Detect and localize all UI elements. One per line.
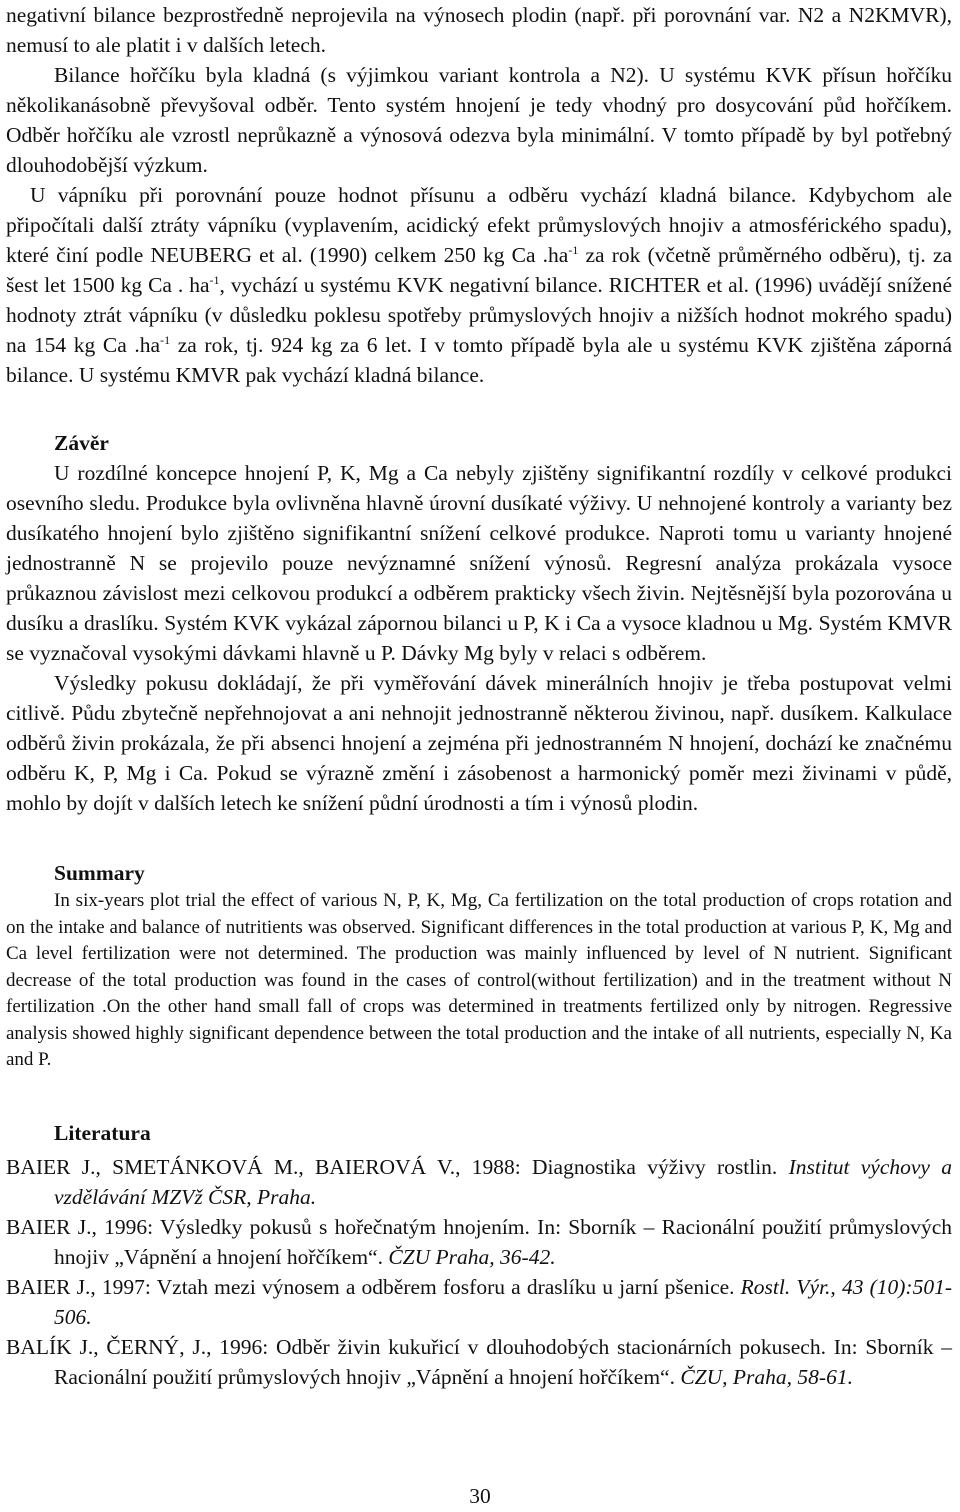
conclusion-heading: Závěr <box>54 431 109 455</box>
reference-source: ČZU Praha, 36-42. <box>388 1244 556 1269</box>
reference-text: BAIER J., 1997: Vztah mezi výnosem a odběrem fosforu a draslíku u jarní pšenice. <box>6 1274 741 1299</box>
superscript: -1 <box>568 242 579 257</box>
reference-text: BALÍK J., ČERNÝ, J., 1996: Odběr živin kukuřicí v dlouhodobých stacionárních pokusech. In: Sborník – Racionální použití průmyslových hnojiv „Vápnění a hnojení hořčíkem“. <box>6 1334 952 1389</box>
document-page <box>6 0 952 1392</box>
reference-text: BAIER J., 1996: Výsledky pokusů s hořečnatým hnojením. In: Sborník – Racionální použití průmyslových hnojiv „Vápnění a hnojení hořčíkem“. <box>6 1214 952 1269</box>
conclusion-paragraph-1: U rozdílné koncepce hnojení P, K, Mg a Ca nebyly zjištěny signifikantní rozdíly v celkové produkci osevního sledu. Produkce byla ovlivněna hlavně úrovní dusíkaté výživy. U nehnojené kontroly a varianty bez dusíkatého hnojení bylo zjištěno signifikantní snížení celkové produkce. Naproti tomu u varianty hnojené jednostranně N se projevilo pouze nevýznamné snížení výnosů. Regresní analýza prokázala vysoce průkaznou závislost mezi celkovou produkcí a odběrem prakticky všech živin. Nejtěsnější byla pozorována u dusíku a draslíku. Systém KVK vykázal zápornou bilanci u P, K i Ca a vysoce kladnou u Mg. Systém KMVR se vyznačoval vysokými dávkami hlavně u P. Dávky Mg byly v relaci s odběrem. <box>6 461 952 665</box>
calcium-text-1: U vápníku při porovnání pouze hodnot přísunu a odběru vychází kladná bilance. Kdybychom ale připočítali další ztráty vápníku (vyplavením, acidický efekt průmyslových hnojiv a atmosférického spadu), které činí podle NEUBERG et al. (1990) celkem 250 kg Ca .ha <box>6 183 952 267</box>
reference-source: ČZU, Praha, 58-61. <box>680 1364 853 1389</box>
reference-source: Rostl. Výr., 43 (10):501-506. <box>54 1274 952 1329</box>
calcium-text-4: za rok, tj. 924 kg za 6 let. I v tomto případě byla ale u systému KVK zjištěna záporná bilance. U systému KMVR pak vychází kladná bilance. <box>6 333 952 387</box>
reference-item <box>6 1152 952 1212</box>
paragraph-magnesium-intro: negativní bilance bezprostředně neprojevila na výnosech plodin (např. při porovnání var. N2 a N2KMVR), nemusí to ale platit i v dalších letech. <box>6 3 952 57</box>
summary-heading: Summary <box>54 861 145 885</box>
calcium-text-2: za rok (včetně průměrného odběru), tj. za šest let 1500 kg Ca . ha <box>6 243 953 297</box>
literature-heading: Literatura <box>54 1120 151 1145</box>
superscript: -1 <box>160 332 171 347</box>
paragraph-magnesium-balance: Bilance hořčíku byla kladná (s výjimkou variant kontrola a N2). U systému KVK přísun hořčíku několikanásobně převyšoval odběr. Tento systém hnojení je tedy vhodný pro dosycování půd hořčíkem. Odběr hořčíku ale vzrostl neprůkazně a výnosová odezva byla minimální. V tomto případě by byl potřebný dlouhodobější výzkum. <box>6 63 952 177</box>
reference-item <box>6 1212 952 1272</box>
summary-paragraph: In six-years plot trial the effect of various N, P, K, Mg, Ca fertilization on the total production of crops rotation and on the intake and balance of nutritients was observed. Significant differences in the total production at various P, K, Mg and Ca level fertilization were not determined. The production was mainly influenced by level of N nutrient. Significant decrease of the total production was found in the cases of control(without fertilization) and in the treatment without N fertilization .On the other hand small fall of crops was determined in treatments fertilized only by nitrogen. Regressive analysis showed highly significant dependence between the total production and the intake of all nutrients, especially N, Ka and P. <box>6 890 952 1070</box>
calcium-text-3: , vychází u systému KVK negativní bilance. RICHTER et al. (1996) uvádějí snížené hodnoty ztrát vápníku (v důsledku poklesu spotřeby průmyslových hnojiv a nižších hodnot mokrého spadu) na 154 kg Ca .ha <box>6 273 952 357</box>
paragraph-calcium-balance <box>6 180 952 390</box>
page-number: 30 <box>469 1484 491 1508</box>
reference-text: BAIER J., SMETÁNKOVÁ M., BAIEROVÁ V., 1988: Diagnostika výživy rostlin. <box>6 1154 789 1179</box>
superscript: -1 <box>209 272 220 287</box>
conclusion-paragraph-2: Výsledky pokusu dokládají, že při vyměřování dávek minerálních hnojiv je třeba postupovat velmi citlivě. Půdu zbytečně nepřehnojovat a ani nehnojit jednostranně některou živinou, např. dusíkem. Kalkulace odběrů živin prokázala, že při absenci hnojení a zejména při jednostranném N hnojení, dochází ke značnému odběru K, P, Mg i Ca. Pokud se výrazně změní i zásobenost a harmonický poměr mezi živinami v půdě, mohlo by dojít v dalších letech ke snížení půdní úrodnosti a tím i výnosů plodin. <box>6 671 952 815</box>
reference-source: Institut výchovy a vzdělávání MZVž ČSR, Praha. <box>54 1154 952 1209</box>
reference-list <box>6 1152 952 1392</box>
reference-item <box>6 1332 952 1392</box>
reference-item <box>6 1272 952 1332</box>
